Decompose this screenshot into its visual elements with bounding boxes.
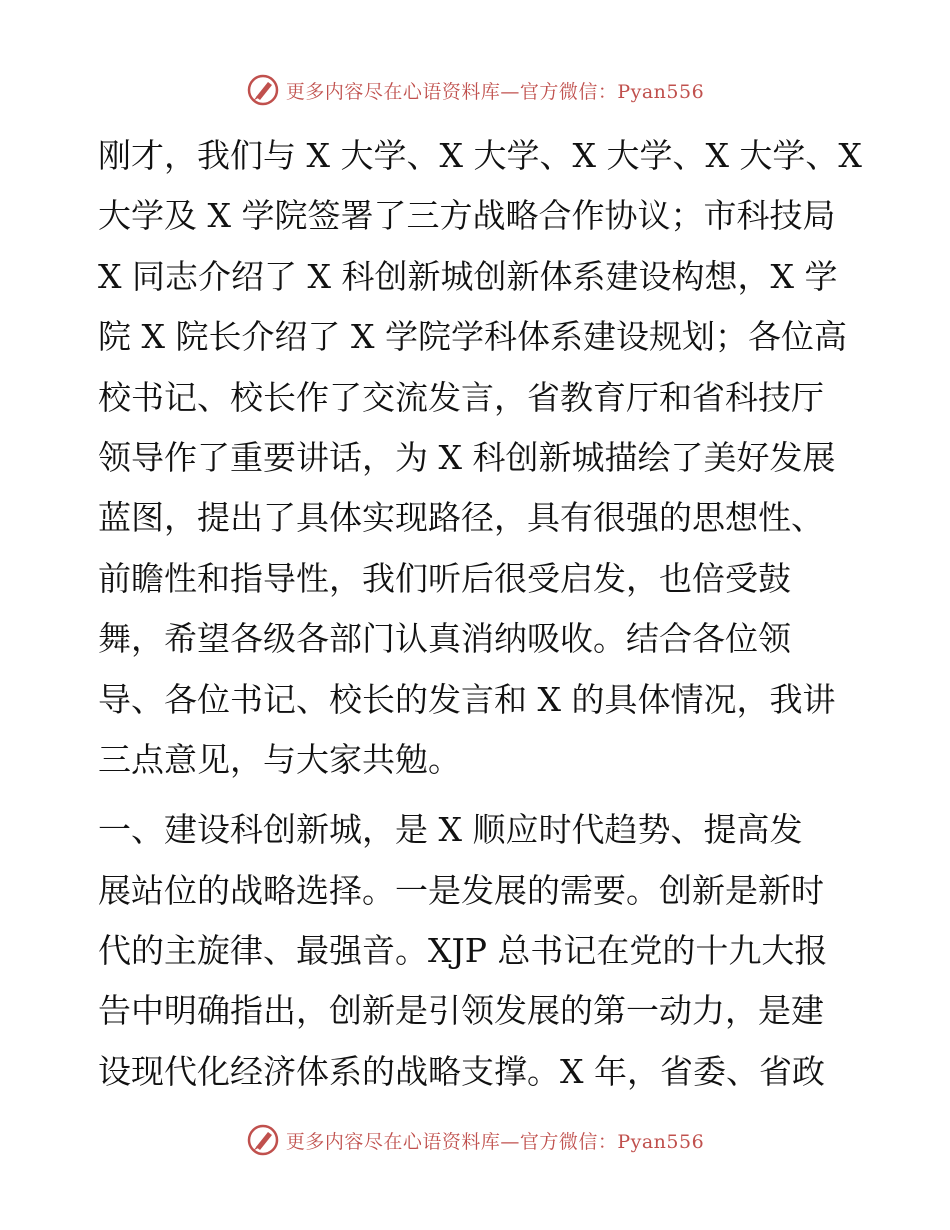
document-body [98, 126, 862, 1102]
text-line: 刚才，我们与 X 大学、X 大学、X 大学、X 大学、X [98, 136, 862, 175]
pen-logo-icon [246, 73, 280, 107]
text-line: 院 X 院长介绍了 X 学院学科体系建设规划；各位高 [98, 317, 847, 357]
header-watermark [0, 70, 950, 110]
text-line: 导、各位书记、校长的发言和 X 的具体情况，我讲 [98, 679, 836, 719]
watermark-text: 更多内容尽在心语资料库—官方微信：Pyan556 [285, 80, 705, 103]
text-line: 前瞻性和指导性，我们听后很受启发，也倍受鼓 [98, 558, 791, 598]
text-line: 代的主旋律、最强音。XJP 总书记在党的十九大报 [98, 931, 828, 971]
paragraph [98, 126, 862, 790]
footer-watermark [0, 1120, 950, 1160]
text-line: 展站位的战略选择。一是发展的需要。创新是新时 [98, 870, 824, 910]
text-line: 舞，希望各级各部门认真消纳吸收。结合各位领 [98, 619, 791, 659]
text-line: 一、建设科创新城，是 X 顺应时代趋势、提高发 [98, 810, 803, 850]
text-line: 校书记、校长作了交流发言，省教育厅和省科技厅 [98, 377, 824, 417]
text-line: 三点意见，与大家共勉。 [98, 739, 461, 779]
text-line: 设现代化经济体系的战略支撑。X 年，省委、省政 [98, 1051, 825, 1091]
text-line: 领导作了重要讲话，为 X 科创新城描绘了美好发展 [98, 437, 836, 477]
text-line: 大学及 X 学院签署了三方战略合作协议；市科技局 [98, 196, 836, 236]
text-line: 蓝图，提出了具体实现路径，具有很强的思想性、 [98, 498, 824, 538]
text-line: 告中明确指出，创新是引领发展的第一动力，是建 [98, 991, 824, 1031]
pen-logo-icon [246, 1123, 280, 1157]
watermark-text: 更多内容尽在心语资料库—官方微信：Pyan556 [285, 1130, 705, 1153]
paragraph [98, 800, 858, 1102]
text-line: X 同志介绍了 X 科创新城创新体系建设构想，X 学 [98, 256, 838, 296]
